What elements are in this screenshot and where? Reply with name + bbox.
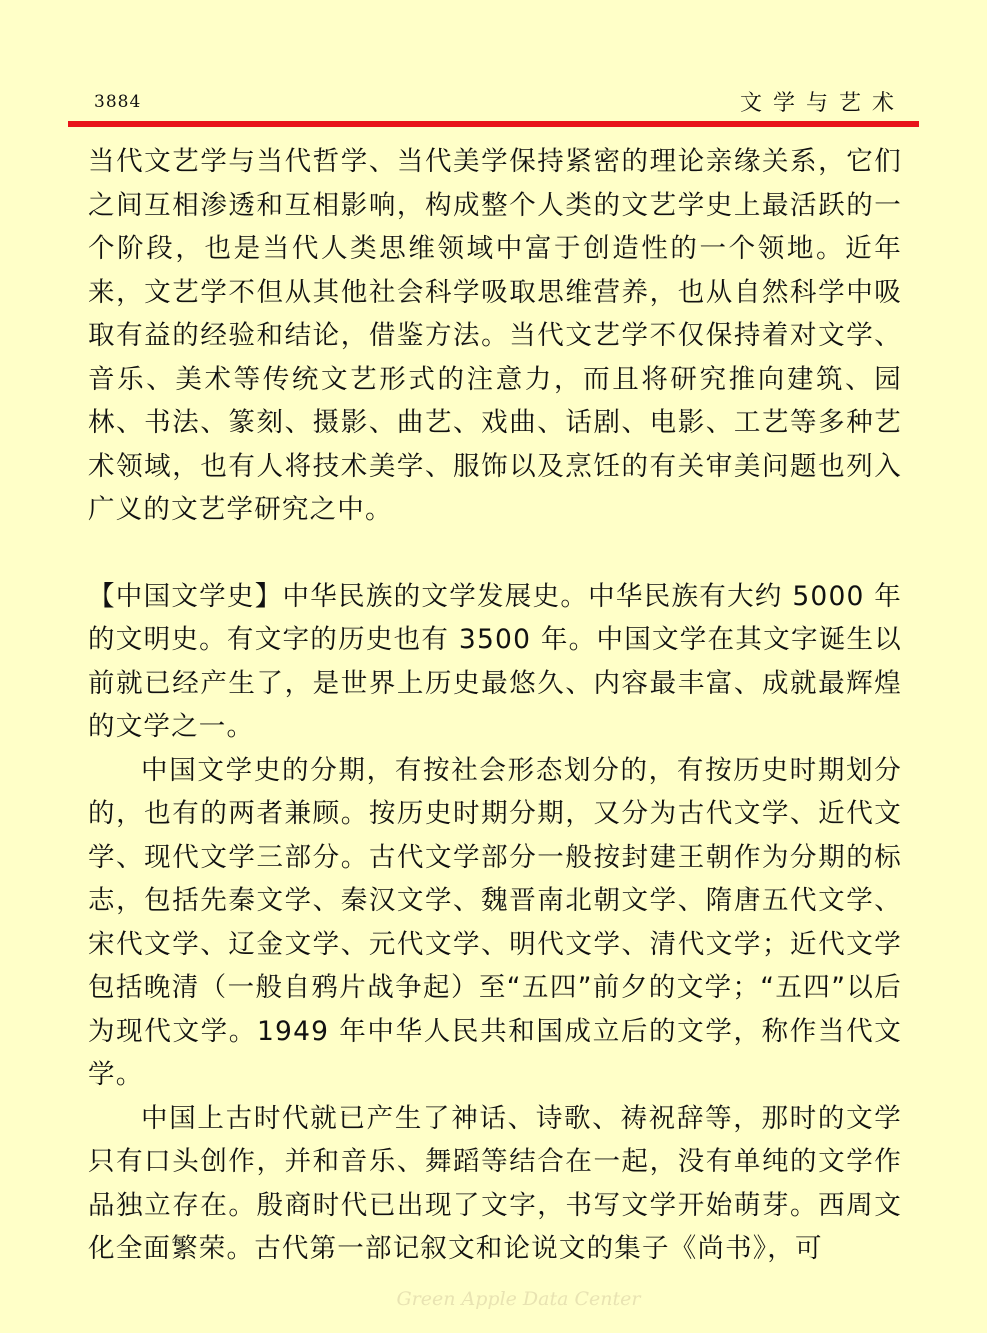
header-rule (68, 121, 919, 127)
body-text (88, 140, 902, 1271)
paragraph: 中国文学史的分期，有按社会形态划分的，有按历史时期划分的，也有的两者兼顾。按历史时期分期，又分为古代文学、近代文学、现代文学三部分。古代文学部分一般按封建王朝作为分期的标志，包括先秦文学、秦汉文学、魏晋南北朝文学、隋唐五代文学、宋代文学、辽金文学、元代文学、明代文学、清代文学；近代文学包括晚清（一般自鸦片战争起）至“五四”前夕的文学；“五四”以后为现代文学。1949 年中华人民共和国成立后的文学，称作当代文学。 (88, 754, 902, 1090)
page-header (68, 80, 919, 124)
entry-paragraph: 【中国文学史】中华民族的文学发展史。中华民族有大约 5000 年的文明史。有文字的历史也有 3500 年。中国文学在其文字诞生以前就已经产生了，是世界上历史最悠久、内容最丰富、成就最辉煌的文学之一。 (88, 580, 902, 742)
paragraph: 当代文艺学与当代哲学、当代美学保持紧密的理论亲缘关系，它们之间互相渗透和互相影响，构成整个人类的文艺学史上最活跃的一个阶段，也是当代人类思维领域中富于创造性的一个领地。近年来，文艺学不但从其他社会科学吸取思维营养，也从自然科学中吸取有益的经验和结论，借鉴方法。当代文艺学不仅保持着对文学、音乐、美术等传统文艺形式的注意力，而且将研究推向建筑、园林、书法、篆刻、摄影、曲艺、戏曲、话剧、电影、工艺等多种艺术领域，也有人将技术美学、服饰以及烹饪的有关审美问题也列入广义的文艺学研究之中。 (88, 146, 902, 525)
paragraph: 中国上古时代就已产生了神话、诗歌、祷祝辞等，那时的文学只有口头创作，并和音乐、舞蹈等结合在一起，没有单纯的文学作品独立存在。殷商时代已出现了文字，书写文学开始萌芽。西周文化全面繁荣。古代第一部记叙文和论说文的集子《尚书》，可 (88, 1102, 902, 1264)
page-number: 3884 (94, 92, 142, 112)
watermark: Green Apple Data Center (396, 1288, 641, 1310)
running-head: 文学与艺术 (739, 91, 905, 116)
